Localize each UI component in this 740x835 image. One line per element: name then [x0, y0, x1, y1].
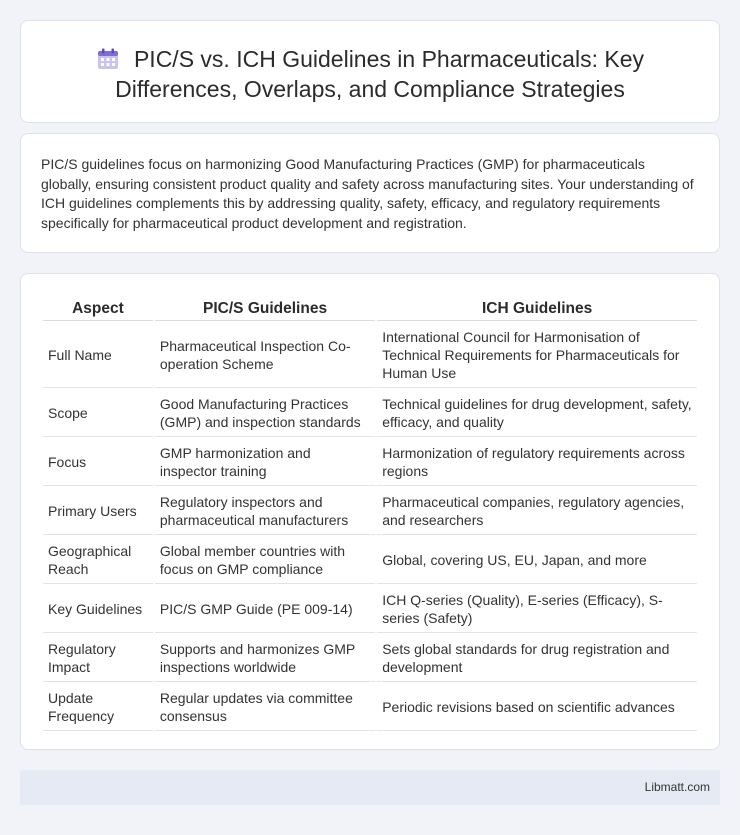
table-row [43, 323, 697, 388]
page-title [41, 44, 699, 104]
cell-ich: Periodic revisions based on scientific advances [377, 684, 697, 731]
cell-ich: Technical guidelines for drug development, safety, efficacy, and quality [377, 390, 697, 437]
cell-aspect: Regulatory Impact [43, 635, 153, 682]
table-row [43, 586, 697, 633]
table-row [43, 684, 697, 731]
cell-pics: Regular updates via committee consensus [155, 684, 375, 731]
cell-pics: Supports and harmonizes GMP inspections worldwide [155, 635, 375, 682]
cell-pics: Regulatory inspectors and pharmaceutical manufacturers [155, 488, 375, 535]
table-row [43, 390, 697, 437]
header-ich: ICH Guidelines [377, 296, 697, 321]
header-aspect: Aspect [43, 296, 153, 321]
footer-site-link[interactable]: Libmatt.com [644, 780, 710, 794]
table-row [43, 439, 697, 486]
footer-bar [20, 770, 720, 805]
cell-aspect: Update Frequency [43, 684, 153, 731]
cell-ich: Sets global standards for drug registration and development [377, 635, 697, 682]
cell-ich: Harmonization of regulatory requirements across regions [377, 439, 697, 486]
cell-ich: ICH Q-series (Quality), E-series (Efficacy), S-series (Safety) [377, 586, 697, 633]
table-row [43, 488, 697, 535]
title-card [20, 20, 720, 123]
table-row [43, 537, 697, 584]
cell-ich: Global, covering US, EU, Japan, and more [377, 537, 697, 584]
cell-pics: GMP harmonization and inspector training [155, 439, 375, 486]
intro-paragraph: PIC/S guidelines focus on harmonizing Good Manufacturing Practices (GMP) for pharmaceuticals globally, ensuring consistent product quality and safety across manufacturing sites. Your understanding of ICH guidelines complements this by addressing quality, safety, efficacy, and regulatory requirements specifically for pharmaceutical product development and registration. [41, 156, 694, 231]
cell-aspect: Geographical Reach [43, 537, 153, 584]
comparison-table [41, 294, 699, 733]
cell-ich: International Council for Harmonisation of Technical Requirements for Pharmaceuticals for Human Use [377, 323, 697, 388]
cell-ich: Pharmaceutical companies, regulatory agencies, and researchers [377, 488, 697, 535]
cell-aspect: Full Name [43, 323, 153, 388]
page-title-text: PIC/S vs. ICH Guidelines in Pharmaceuticals: Key Differences, Overlaps, and Compliance Strategies [115, 46, 645, 102]
cell-aspect: Primary Users [43, 488, 153, 535]
cell-aspect: Scope [43, 390, 153, 437]
cell-pics: Pharmaceutical Inspection Co-operation Scheme [155, 323, 375, 388]
cell-aspect: Key Guidelines [43, 586, 153, 633]
intro-card [20, 133, 720, 253]
table-header-row [43, 296, 697, 321]
table-row [43, 635, 697, 682]
cell-pics: Good Manufacturing Practices (GMP) and inspection standards [155, 390, 375, 437]
header-pics: PIC/S Guidelines [155, 296, 375, 321]
calendar-icon [96, 47, 120, 71]
cell-aspect: Focus [43, 439, 153, 486]
cell-pics: Global member countries with focus on GMP compliance [155, 537, 375, 584]
comparison-card [20, 273, 720, 750]
cell-pics: PIC/S GMP Guide (PE 009-14) [155, 586, 375, 633]
